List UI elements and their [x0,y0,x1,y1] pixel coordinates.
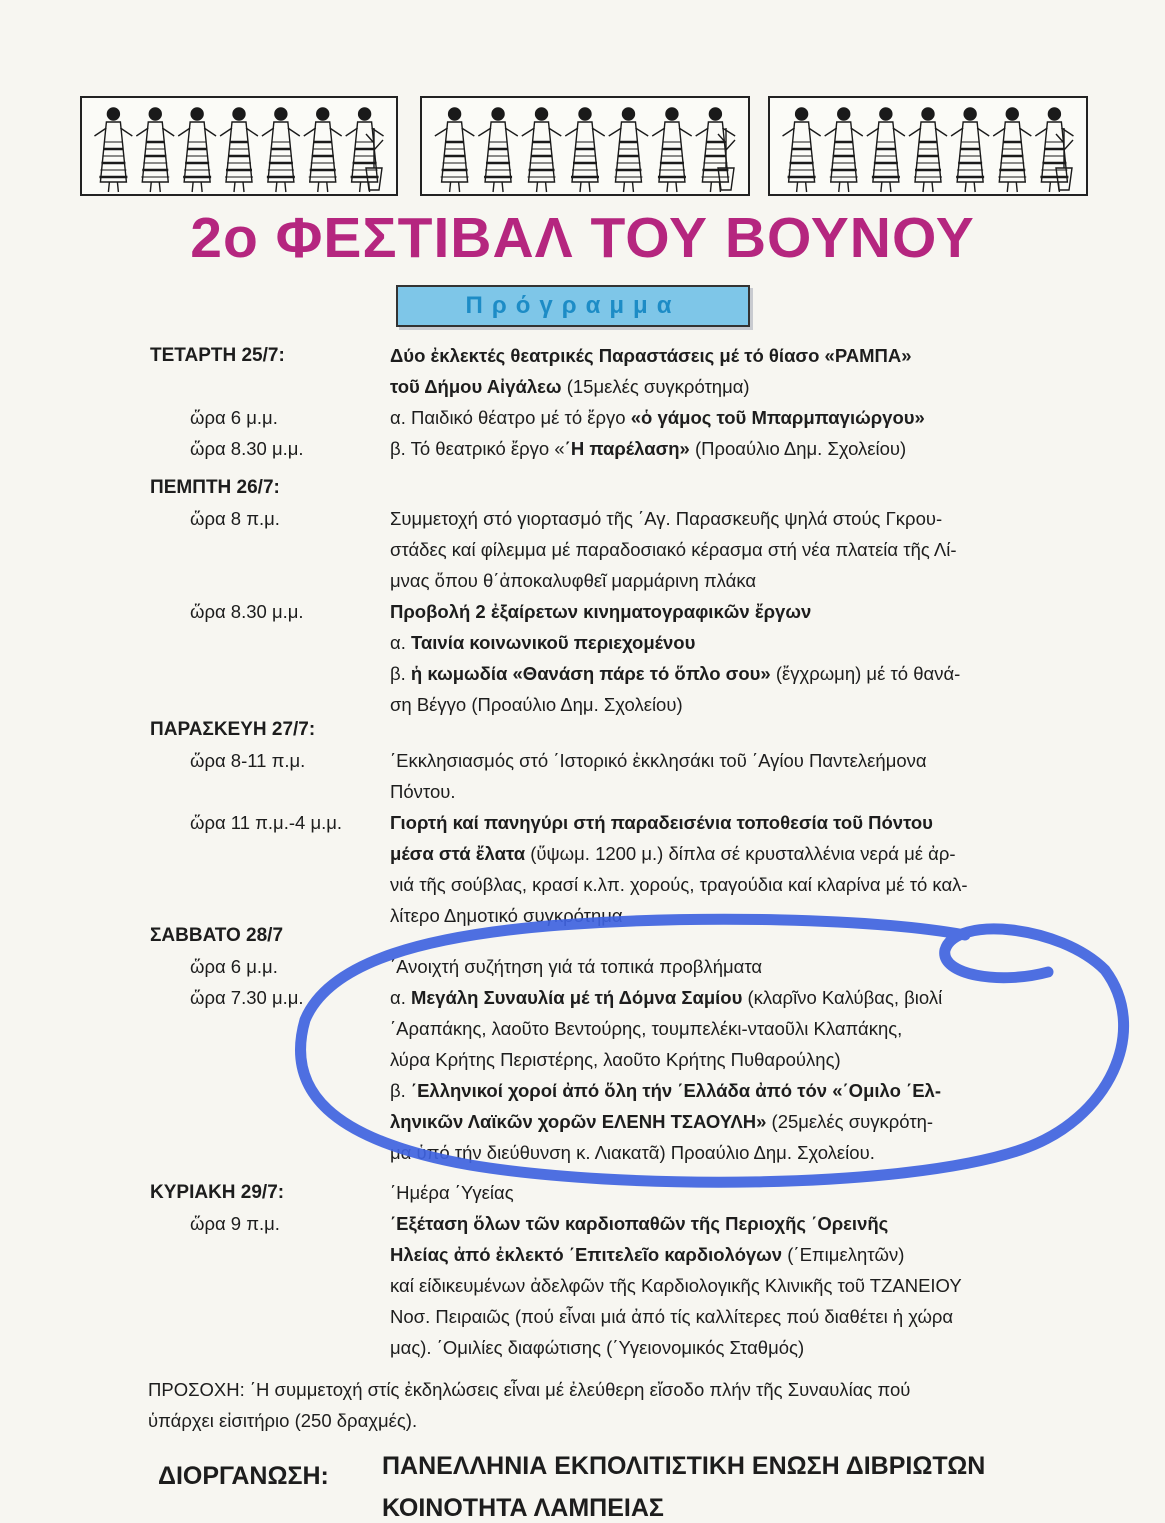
folk-dancers-illustration [770,98,1086,194]
text-segment: ΄Η παρέλαση» [564,438,690,459]
text-segment: μας). ΄Ομιλίες διαφώτισης (΄Υγειονομικός Σταθμός) [390,1337,805,1358]
text-segment: Δύο ἐκλεκτές θεατρικές Παραστάσεις μέ τό θίασο «ΡΑΜΠΑ» [390,345,912,366]
text-segment: β. [390,663,411,684]
event-text-line [390,1275,962,1297]
text-segment: καί είδικευμένων ἀδελφῶν τῆς Καρδιολογικῆς Κλινικῆς τοῦ ΤΖΑΝΕΙΟΥ [390,1275,962,1296]
day-intro-line [390,1182,514,1204]
event-text-line [390,750,927,772]
event-text-line [390,1018,902,1040]
text-segment: (ἔγχρωμη) μέ τό θανά- [770,663,961,684]
day-intro-line [390,376,750,398]
event-time: ὥρα 11 π.μ.-4 μ.μ. [190,812,343,833]
event-text-line [390,1080,941,1102]
event-text-line [390,508,942,530]
text-segment: (ὕψωμ. 1200 μ.) δίπλα σέ κρυσταλλένια νερά μέ ἀρ- [525,843,956,864]
event-time: ὥρα 8 π.μ. [190,508,280,529]
event-text-line [390,438,906,460]
text-segment: ΄Ελληνικοί χοροί ἀπό ὅλη τήν ΄Ελλάδα ἀπό τόν «΄Ομιλο ΄Ελ- [410,1080,941,1101]
text-segment: ληνικῶν Λαϊκῶν χορῶν ΕΛΕΝΗ ΤΣΑΟΥΛΗ» [390,1111,767,1132]
folk-dancers-frieze-center [420,96,750,196]
text-segment: Συμμετοχή στό γιορτασμό τῆς ΄Αγ. Παρασκευῆς ψηλά στούς Γκρου- [390,508,943,529]
event-time: ὥρα 6 μ.μ. [190,956,278,977]
event-text-line [390,570,756,592]
text-segment: ΄Εξέταση ὅλων τῶν καρδιοπαθῶν τῆς Περιοχῆς ΄Ορεινῆς [390,1213,889,1234]
text-segment: ΄Εκκλησιασμός στό ΄Ιστορικό ἐκκλησάκι τοῦ ΄Αγίου Παντελεήμονα [390,750,927,771]
text-segment: (25μελές συγκρότη- [766,1111,934,1132]
program-banner: Πρόγραμμα [396,285,750,327]
event-text-line [390,843,956,865]
folk-dancers-frieze-left [80,96,398,196]
event-text-line [390,694,683,716]
event-time: ὥρα 7.30 μ.μ. [190,987,304,1008]
event-text-line [390,905,623,927]
folk-dancers-frieze-right [768,96,1088,196]
text-segment: μέσα στά ἔλατα [390,843,526,864]
event-text-line [390,539,957,561]
event-text-line [390,407,925,429]
notice-line: ὑπάρχει εἰσιτήριο (250 δραχμές). [148,1410,418,1431]
text-segment: α. Παιδικό θέατρο μέ τό ἔργο [390,407,631,428]
event-text-line [390,987,942,1009]
day-heading: ΤΕΤΑΡΤΗ 25/7: [150,345,285,366]
organizer-label: ΔΙΟΡΓΑΝΩΣΗ: [158,1462,329,1490]
day-heading: ΚΥΡΙΑΚΗ 29/7: [150,1182,285,1203]
festival-title: 2ο ΦΕΣΤΙΒΑΛ ΤΟΥ ΒΟΥΝΟΥ [190,206,975,270]
text-segment: (΄Επιμελητῶν) [782,1244,905,1265]
text-segment: Προβολή 2 ἐξαίρετων κινηματογραφικῶν ἔργων [390,601,812,622]
text-segment: (Προαύλιο Δημ. Σχολείου) [689,438,907,459]
event-text-line [390,956,762,978]
text-segment: ἡ κωμωδία «Θανάση πάρε τό ὅπλο σου» [410,663,771,684]
day-heading: ΠΕΜΠΤΗ 26/7: [150,477,280,498]
text-segment: ση Βέγγο (Προαύλιο Δημ. Σχολείου) [390,694,683,715]
text-segment: νιά τῆς σούβλας, κρασί κ.λπ. χορούς, τραγούδια καί κλαρίνα μέ τό καλ- [390,874,968,895]
event-text-line [390,663,960,685]
text-segment: Μεγάλη Συναυλία μέ τή Δόμνα Σαμίου [410,987,743,1008]
text-segment: β. Τό θεατρικό ἔργο « [390,438,565,459]
event-text-line [390,1244,904,1266]
text-segment: α. [390,632,411,653]
text-segment: μα ὑπό τήν διεύθυνση κ. Λιακατᾶ) Προαύλιο Δημ. Σχολείου. [390,1142,875,1163]
notice-line: ΠΡΟΣΟΧΗ: ΄Η συμμετοχή στίς ἐκδηλώσεις εἶναι μέ ἐλεύθερη εἴσοδο πλήν τῆς Συναυλίας πού [148,1379,911,1400]
text-segment: ΄Αραπάκης, λαοῦτο Βεντούρης, τουμπελέκι-νταοῦλι Κλαπάκης, [390,1018,903,1039]
event-text-line [390,632,695,654]
event-time: ὥρα 8-11 π.μ. [190,750,306,771]
text-segment: στάδες καί φίλεμμα μέ παραδοσιακό κέρασμα στή νέα πλατεία τῆς Λί- [390,539,957,560]
event-text-line [390,812,933,834]
text-segment: (κλαρῖνο Καλύβας, βιολί [742,987,943,1008]
event-time: ὥρα 8.30 μ.μ. [190,438,304,459]
text-segment: α. [390,987,411,1008]
event-text-line [390,1306,953,1328]
text-segment: λύρα Κρήτης Περιστέρης, λαοῦτο Κρήτης Πυθαρούλης) [390,1049,841,1070]
text-segment: ΄Ημέρα ΄Υγείας [390,1182,514,1203]
event-text-line [390,1049,841,1071]
text-segment: μνας ὅπου θ΄ἀποκαλυφθεῖ μαρμάρινη πλάκα [390,570,757,591]
text-segment: Γιορτή καί πανηγύρι στή παραδεισένια τοποθεσία τοῦ Πόντου [390,812,933,833]
day-heading: ΣΑΒΒΑΤΟ 28/7 [150,925,284,946]
text-segment: ΄Ανοιχτή συζήτηση γιά τά τοπικά προβλήματα [390,956,763,977]
event-time: ὥρα 9 π.μ. [190,1213,280,1234]
text-segment: Ταινία κοινωνικοῦ περιεχομένου [410,632,696,653]
event-text-line [390,601,811,623]
text-segment: Πόντου. [390,781,456,802]
text-segment: β. [390,1080,411,1101]
organizer-name: ΠΑΝΕΛΛΗΝΙΑ ΕΚΠΟΛΙΤΙΣΤΙΚΗ ΕΝΩΣΗ ΔΙΒΡΙΩΤΩΝ [382,1452,986,1480]
event-time: ὥρα 8.30 μ.μ. [190,601,304,622]
text-segment: «ὁ γάμος τοῦ Μπαρμπαγιώργου» [630,407,925,428]
text-segment: τοῦ Δήμου Αἰγάλεω [390,376,562,397]
organizer-name-line2: ΚΟΙΝΟΤΗΤΑ ΛΑΜΠΕΙΑΣ [382,1494,664,1522]
text-segment: Ηλείας ἀπό ἐκλεκτό ΄Επιτελεῖο καρδιολόγων [390,1244,783,1265]
folk-dancers-illustration [422,98,748,194]
event-text-line [390,874,968,896]
text-segment: (15μελές συγκρότημα) [561,376,750,397]
event-text-line [390,1337,804,1359]
day-intro-line [390,345,912,367]
day-heading: ΠΑΡΑΣΚΕΥΗ 27/7: [150,719,316,740]
event-text-line [390,1111,933,1133]
event-time: ὥρα 6 μ.μ. [190,407,278,428]
text-segment: Νοσ. Πειραιῶς (πού εἶναι μιά ἀπό τίς καλλίτερες πού διαθέτει ἡ χώρα [390,1306,954,1327]
event-text-line [390,1142,875,1164]
text-segment: λίτερο Δημοτικό συγκρότημα [390,905,623,926]
event-text-line [390,781,456,803]
event-text-line [390,1213,888,1235]
folk-dancers-illustration [82,98,396,194]
